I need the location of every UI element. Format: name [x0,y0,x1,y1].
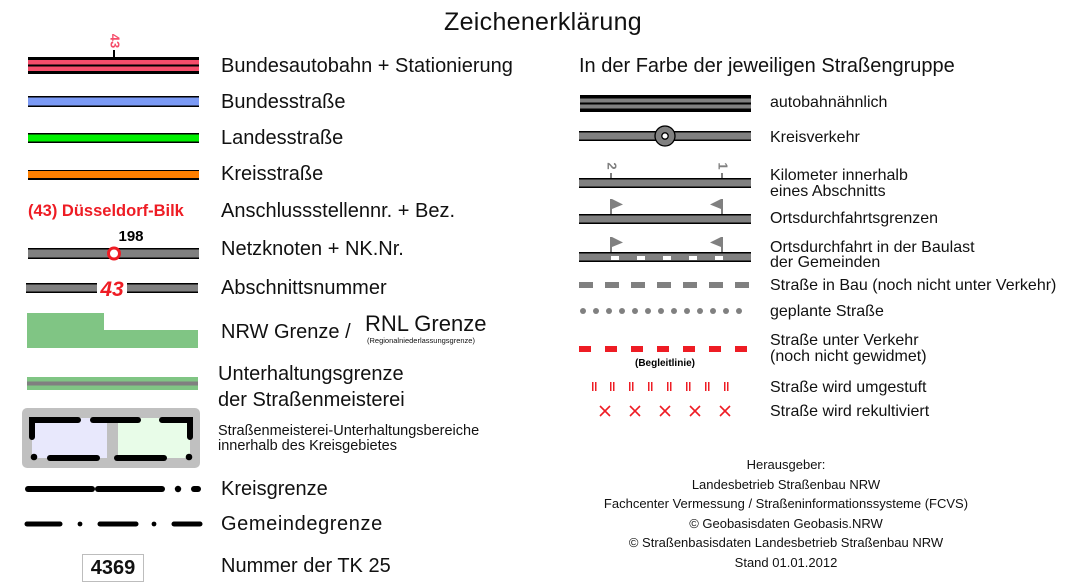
label-unter-verkehr: Straße unter Verkehr [770,332,919,349]
label-bundesstrasse: Bundesstraße [221,91,346,113]
autobahn-symbol [28,30,200,75]
stationierung-number: 43 [107,33,123,49]
label-autobahnaehnlich: autobahnähnlich [770,94,888,111]
label-netzknoten: Netzknoten + NK.Nr. [221,238,404,260]
label-unter-verkehr-2: (noch nicht gewidmet) [770,348,927,365]
kreisstrasse-symbol [28,170,200,181]
label-bundesautobahn: Bundesautobahn + Stationierung [221,55,513,77]
netzknoten-number: 198 [118,228,144,245]
label-ortsdurchfahrtsgrenzen: Ortsdurchfahrtsgrenzen [770,210,939,227]
label-kilometer: Kilometer innerhalb [770,167,908,184]
label-nrw-grenze [221,321,351,343]
label-rekultiviert: Straße wird rekultiviert [770,403,930,420]
tk25-number-box: 4369 [82,554,144,582]
label-nrw-grenze-text: NRW Grenze / [221,321,351,343]
legend-title: Zeichenerklärung [444,8,642,36]
ortsdurchfahrt-baulast-symbol [579,235,753,263]
right-heading: In der Farbe der jeweiligen Straßengruppe [579,55,955,77]
footer-line-fachcenter: Fachcenter Vermessung / Straßeninformationssysteme (FCVS) [603,496,969,511]
label-kilometer-2: eines Abschnitts [770,183,886,200]
abschnitt-symbol [26,276,200,300]
begleitlinie-label: (Begleitlinie) [634,358,696,369]
autobahnaehnlich-symbol [580,95,752,113]
strasse-in-bau-symbol [579,282,753,290]
rnl-grenze-group [365,313,486,345]
label-umgestuft: Straße wird umgestuft [770,379,927,396]
unterhaltungsbereiche-symbol [22,408,202,470]
unter-verkehr-symbol [579,346,753,376]
label-unterhaltungsbereiche-2: innerhalb des Kreisgebietes [218,438,397,454]
label-rnl-grenze-sub: (Regionalniederlassungsgrenze) [367,336,475,345]
label-unterhaltungsbereiche: Straßenmeisterei-Unterhaltungsbereiche [218,423,480,439]
label-tk25: Nummer der TK 25 [221,555,391,577]
anschlussstelle-example: (43) Düsseldorf-Bilk [28,202,184,220]
gemeindegrenze-symbol [22,518,204,530]
kreisgrenze-symbol [22,482,204,496]
kreisverkehr-symbol [579,124,753,148]
km-label-1: 1 [715,162,731,170]
label-kreisgrenze: Kreisgrenze [221,478,328,500]
label-unterhaltungsgrenze-2: der Straßenmeisterei [218,389,405,411]
umgestuft-symbol [590,382,750,394]
footer-line-stand: Stand 01.01.2012 [734,554,838,570]
footer-line-strassenbasisdaten: © Straßenbasisdaten Landesbetrieb Straßenbau NRW [628,535,944,550]
label-anschlussstelle: Anschlussstellennr. + Bez. [221,200,456,222]
label-landesstrasse: Landesstraße [221,127,344,149]
bundesstrasse-symbol [28,96,200,108]
netzknoten-symbol [28,226,200,262]
label-unterhaltungsgrenze: Unterhaltungsgrenze [218,363,404,385]
nrw-grenze-symbol [27,313,199,349]
label-gemeindegrenze: Gemeindegrenze [221,513,383,535]
label-ortsdurchfahrt-baulast-2: der Gemeinden [770,254,881,271]
publisher-info [566,455,1006,572]
unterhaltungsgrenze-symbol [27,377,199,391]
label-kreisverkehr: Kreisverkehr [770,129,860,146]
abschnitt-number: 43 [100,278,124,300]
label-geplante-strasse: geplante Straße [770,303,884,320]
footer-line-herausgeber: Herausgeber: [746,457,826,472]
label-kreisstrasse: Kreisstraße [221,163,324,185]
footer-line-landesbetrieb: Landesbetrieb Straßenbau NRW [691,476,881,492]
label-rnl-grenze: RNL Grenze [365,311,487,336]
km-label-2: 2 [604,162,620,170]
landesstrasse-symbol [28,133,200,144]
label-strasse-in-bau: Straße in Bau (noch nicht unter Verkehr) [770,277,1057,294]
footer-line-geobasisdaten: © Geobasisdaten Geobasis.NRW [689,515,883,531]
label-abschnitt: Abschnittsnummer [221,277,387,299]
rekultiviert-symbol [598,404,738,418]
kilometer-symbol [579,158,753,188]
ortsdurchfahrtsgrenzen-symbol [579,197,753,225]
geplante-strasse-symbol [579,307,753,315]
label-ortsdurchfahrt-baulast: Ortsdurchfahrt in der Baulast [770,239,975,256]
